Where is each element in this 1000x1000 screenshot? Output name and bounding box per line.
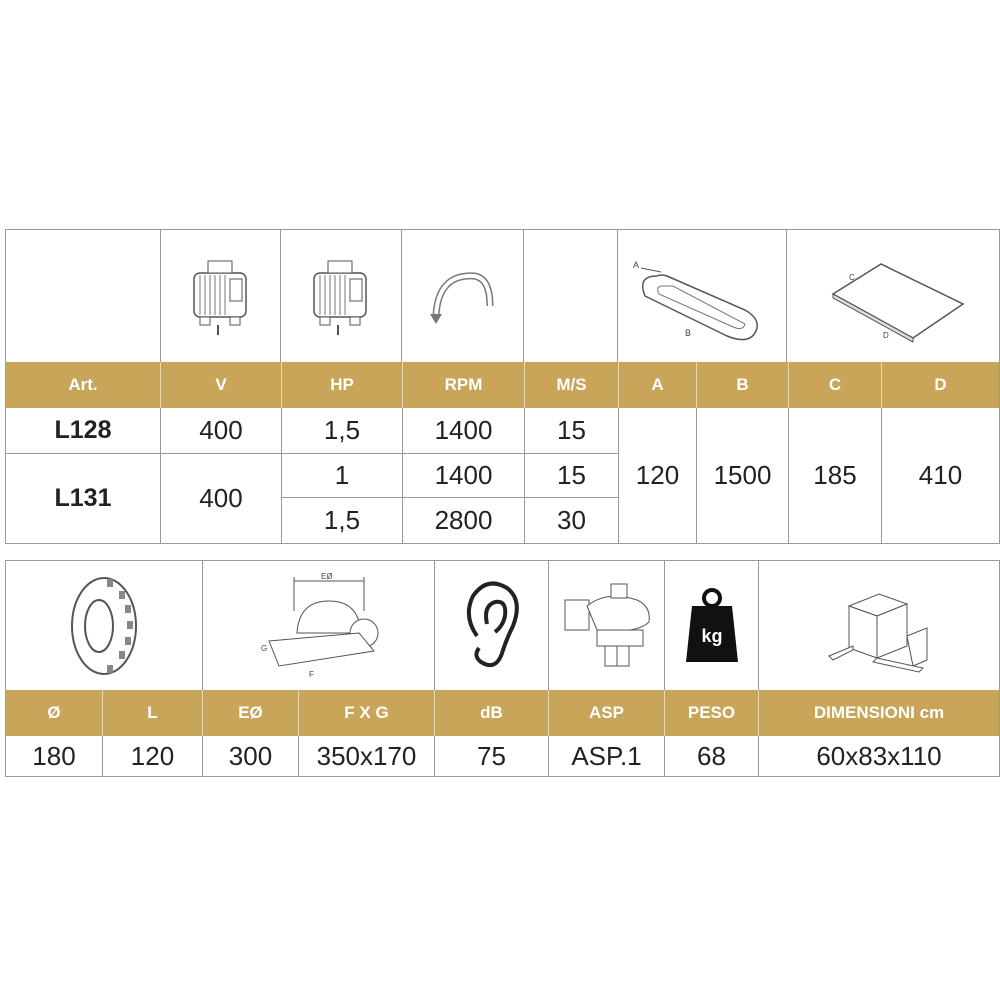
guard-label-f: F: [308, 669, 314, 679]
guard-diagram-icon: [203, 561, 435, 690]
header-db: dB: [435, 690, 549, 736]
motor-icon: [161, 230, 282, 362]
header-l: L: [103, 690, 203, 736]
belt-arc-icon: [402, 230, 524, 362]
header-ms: M/S: [525, 362, 619, 408]
ear-icon: [435, 561, 549, 690]
art-l131: L131: [6, 454, 161, 543]
header-peso: PESO: [665, 690, 759, 736]
rpm-l131-b: 2800: [403, 498, 525, 543]
header-row-1: [6, 362, 999, 408]
dim-c: 185: [789, 408, 882, 543]
icon-row-1: [6, 230, 999, 362]
header-rpm: RPM: [403, 362, 525, 408]
aspirator-icon: [549, 561, 665, 690]
rpm-l131-a: 1400: [403, 454, 525, 498]
spec-table-2: [5, 560, 1000, 777]
weight-label: kg: [700, 625, 723, 646]
belt-label-b: B: [685, 328, 692, 338]
value-l: 120: [103, 736, 203, 777]
dim-d: 410: [918, 460, 963, 490]
ms-l131-b: 30: [525, 498, 619, 543]
header-art: Art.: [6, 362, 161, 408]
rpm-l128: 1400: [403, 408, 525, 454]
weight-icon: [665, 561, 759, 690]
art-l128: L128: [6, 408, 161, 454]
icon-row-2: [6, 561, 999, 690]
guard-label-g: G: [260, 643, 267, 653]
wheel-icon: [6, 561, 203, 690]
ms-l131-a: 15: [525, 454, 619, 498]
ms-l128: 15: [525, 408, 619, 454]
plate-icon: [787, 230, 999, 362]
belt-label-a: A: [633, 260, 640, 270]
plate-label-d: D: [883, 331, 889, 340]
value-diameter: 180: [6, 736, 103, 777]
header-asp: ASP: [549, 690, 665, 736]
header-c: C: [789, 362, 882, 408]
box-dimensions-icon: [759, 561, 997, 690]
header-dimensioni: DIMENSIONI cm: [813, 703, 945, 722]
belt-loop-icon: [618, 230, 788, 362]
motor-icon-2: [281, 230, 402, 362]
header-d: D: [934, 375, 947, 394]
value-asp: ASP.1: [549, 736, 665, 777]
dim-a: 120: [619, 408, 697, 543]
hp-l131-a: 1: [282, 454, 403, 498]
header-a: A: [619, 362, 697, 408]
plate-label-c: C: [849, 273, 855, 282]
spec-table-1: [5, 229, 1000, 544]
guard-label-e: EØ: [320, 571, 333, 581]
value-dimensioni: 60x83x110: [816, 741, 942, 771]
v-l128: 400: [161, 408, 282, 454]
header-hp: HP: [282, 362, 403, 408]
header-b: B: [697, 362, 789, 408]
value-db: 75: [435, 736, 549, 777]
values-row-2: [6, 736, 999, 777]
value-fxg: 350x170: [299, 736, 435, 777]
value-e-diameter: 300: [203, 736, 299, 777]
hp-l128: 1,5: [282, 408, 403, 454]
empty-icon-cell: [6, 230, 161, 362]
value-peso: 68: [665, 736, 759, 777]
header-diameter: Ø: [6, 690, 103, 736]
header-v: V: [161, 362, 282, 408]
hp-l131-b: 1,5: [282, 498, 403, 543]
empty-icon-cell-2: [524, 230, 618, 362]
header-row-2: [6, 690, 999, 736]
header-fxg: F X G: [299, 690, 435, 736]
dim-b: 1500: [697, 408, 789, 543]
v-l131: 400: [161, 454, 282, 543]
header-e-diameter: EØ: [203, 690, 299, 736]
